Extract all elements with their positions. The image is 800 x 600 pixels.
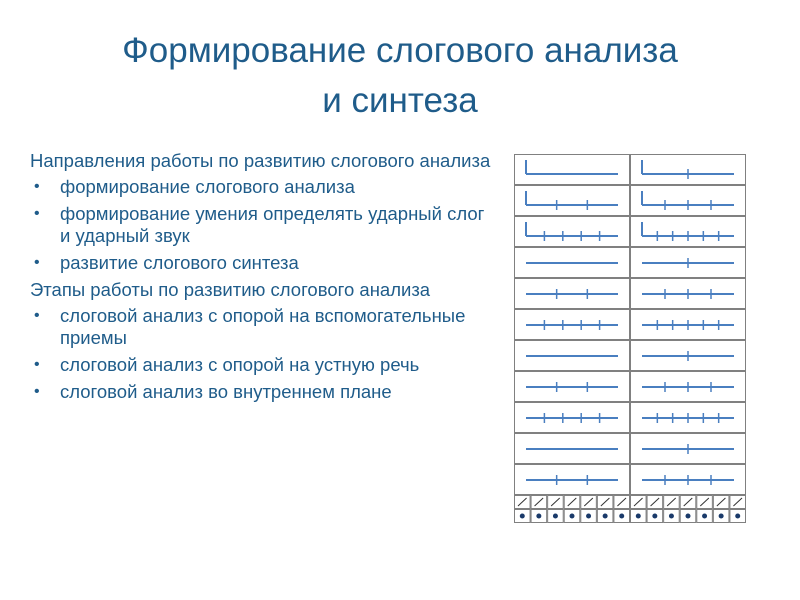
list-item-text: слоговой анализ с опорой на устную речь <box>60 354 420 375</box>
list-item-text: слоговой анализ с опорой на вспомогательные приемы <box>60 305 466 348</box>
dot-mark <box>719 514 724 519</box>
dot-mark <box>686 514 691 519</box>
dot-mark <box>603 514 608 519</box>
dot-mark <box>520 514 525 519</box>
slash-mark <box>518 498 527 506</box>
slide-title <box>20 26 780 126</box>
dot-mark <box>536 514 541 519</box>
list-item <box>30 305 495 349</box>
stages-list <box>30 305 495 403</box>
bullet-icon: • <box>34 383 40 400</box>
scheme-cell <box>515 217 630 247</box>
slash-mark <box>684 498 693 506</box>
list-item <box>30 354 495 376</box>
scheme-cell <box>515 186 630 216</box>
bullet-icon: • <box>34 356 40 373</box>
dot-mark <box>619 514 624 519</box>
bullet-icon: • <box>34 205 40 222</box>
slash-mark <box>601 498 610 506</box>
title-line-1: Формирование слогового анализа <box>122 31 678 70</box>
dot-mark <box>636 514 641 519</box>
dot-mark <box>669 514 674 519</box>
section-heading-directions: Направления работы по развитию слогового анализа <box>30 150 491 171</box>
title-line-2: и синтеза <box>322 81 478 120</box>
slash-mark <box>733 498 742 506</box>
dot-mark <box>702 514 707 519</box>
syllable-scheme-svg <box>514 154 746 530</box>
list-item-text: развитие слогового синтеза <box>60 252 299 273</box>
list-item <box>30 203 495 247</box>
bullet-icon: • <box>34 178 40 195</box>
slash-mark <box>584 498 593 506</box>
slash-mark <box>634 498 643 506</box>
dot-mark <box>652 514 657 519</box>
dot-mark <box>586 514 591 519</box>
slash-mark <box>568 498 577 506</box>
list-item <box>30 252 495 274</box>
dot-mark <box>553 514 558 519</box>
directions-list <box>30 176 495 274</box>
slash-mark <box>535 498 544 506</box>
bullet-icon: • <box>34 254 40 271</box>
list-item <box>30 381 495 403</box>
slash-mark <box>551 498 560 506</box>
slash-mark <box>700 498 709 506</box>
slash-mark <box>717 498 726 506</box>
dot-mark <box>570 514 575 519</box>
scheme-cell <box>515 155 630 185</box>
section-heading-stages: Этапы работы по развитию слогового анализа <box>30 279 431 300</box>
slash-mark <box>651 498 660 506</box>
bullet-icon: • <box>34 307 40 324</box>
slash-mark <box>617 498 626 506</box>
slash-mark <box>667 498 676 506</box>
list-item-text: формирование слогового анализа <box>60 176 355 197</box>
syllable-scheme-diagram <box>514 154 746 530</box>
list-item-text: слоговой анализ во внутреннем плане <box>60 381 392 402</box>
list-item-text: формирование умения определять ударный слог и ударный звук <box>60 203 485 246</box>
text-content <box>30 150 495 408</box>
dot-mark <box>735 514 740 519</box>
list-item <box>30 176 495 198</box>
